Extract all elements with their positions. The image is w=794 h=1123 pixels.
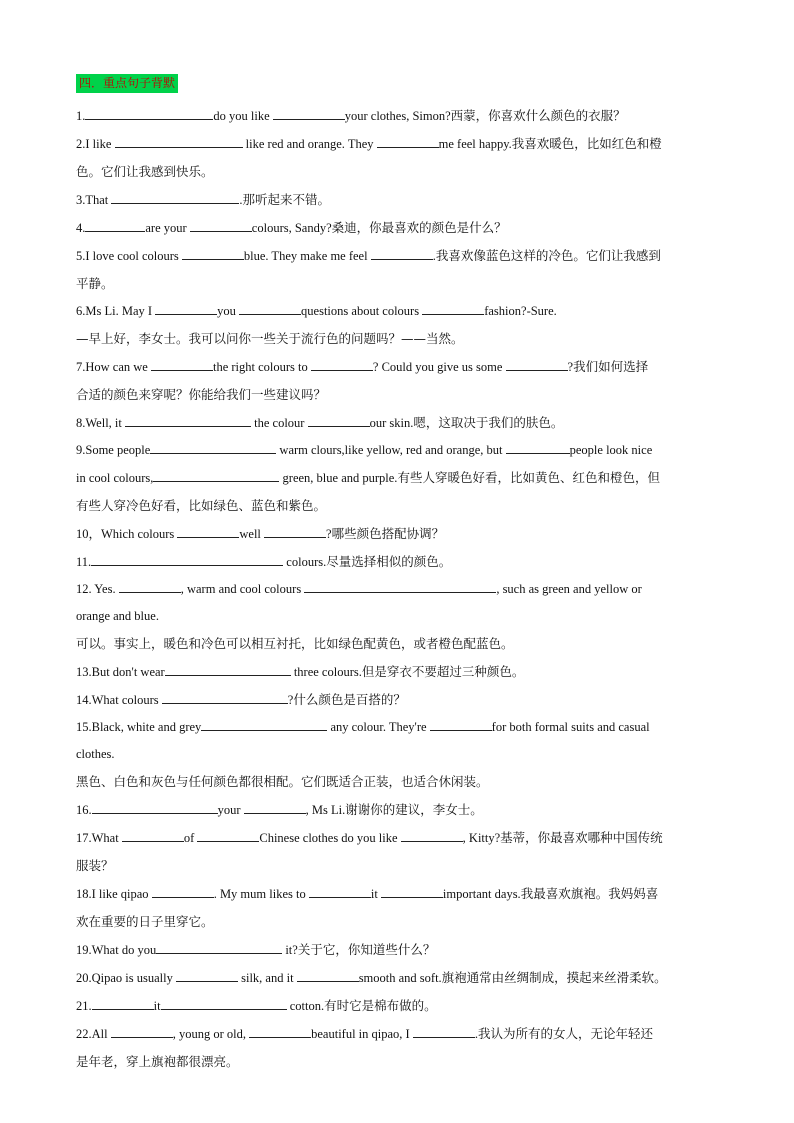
english-text: 2.I like bbox=[76, 137, 115, 151]
english-text: Chinese clothes do you like bbox=[259, 831, 401, 845]
fill-in-blank[interactable] bbox=[381, 886, 443, 898]
english-text: smooth and soft. bbox=[358, 971, 442, 985]
english-text: 19.What do you bbox=[76, 943, 157, 957]
english-text: 10，Which colours bbox=[76, 527, 178, 541]
sentence-line bbox=[76, 381, 726, 409]
sentence-line bbox=[76, 852, 726, 880]
english-text: any colour. They're bbox=[327, 720, 430, 734]
chinese-translation: 色。它们让我感到快乐。 bbox=[76, 164, 214, 179]
sentence-line bbox=[76, 298, 726, 325]
chinese-translation: 是年老，穿上旗袍都很漂亮。 bbox=[76, 1054, 239, 1069]
english-text: cotton. bbox=[286, 999, 325, 1013]
sentence-line bbox=[76, 102, 726, 130]
fill-in-blank[interactable] bbox=[506, 359, 568, 371]
english-text: are your bbox=[145, 221, 190, 235]
english-text: 5.I love cool colours bbox=[76, 249, 182, 263]
fill-in-blank[interactable] bbox=[304, 581, 496, 593]
english-text: . bbox=[239, 193, 243, 207]
english-text: people look nice bbox=[569, 443, 653, 457]
sentence-line bbox=[76, 1048, 726, 1076]
fill-in-blank[interactable] bbox=[430, 719, 492, 731]
worksheet bbox=[76, 74, 726, 1076]
sentence-line bbox=[76, 1020, 726, 1048]
fill-in-blank[interactable] bbox=[115, 136, 243, 148]
english-text: blue. They make me feel bbox=[243, 249, 371, 263]
sentence-line bbox=[76, 409, 726, 437]
english-text: , such as green and yellow or bbox=[496, 582, 642, 596]
english-text: ? bbox=[567, 360, 574, 374]
fill-in-blank[interactable] bbox=[165, 664, 291, 676]
fill-in-blank[interactable] bbox=[377, 136, 439, 148]
fill-in-blank[interactable] bbox=[311, 359, 373, 371]
english-text: 8.Well, it bbox=[76, 416, 125, 430]
english-text: 4. bbox=[76, 221, 86, 235]
english-text: 20.Qipao is usually bbox=[76, 971, 176, 985]
sentence-line bbox=[76, 824, 726, 852]
english-text: . bbox=[432, 249, 436, 263]
english-text: like red and orange. They bbox=[242, 137, 377, 151]
fill-in-blank[interactable] bbox=[297, 970, 359, 982]
english-text: 11. bbox=[76, 555, 92, 569]
sentence-line bbox=[76, 658, 726, 686]
fill-in-blank[interactable] bbox=[153, 470, 279, 482]
fill-in-blank[interactable] bbox=[308, 415, 370, 427]
chinese-translation: 可以。事实上，暖色和冷色可以相互衬托，比如绿色配黄色，或者橙色配蓝色。 bbox=[76, 636, 514, 651]
chinese-translation: 有些人穿冷色好看，比如绿色、蓝色和紫色。 bbox=[76, 498, 327, 513]
chinese-translation: 黑色、白色和灰色与任何颜色都很相配。它们既适合正装，也适合休闲装。 bbox=[76, 774, 489, 789]
sentence-line bbox=[76, 492, 726, 520]
fill-in-blank[interactable] bbox=[119, 581, 181, 593]
chinese-translation: 嗯，这取决于我们的肤色。 bbox=[413, 415, 564, 430]
fill-in-blank[interactable] bbox=[92, 802, 218, 814]
fill-in-blank[interactable] bbox=[176, 970, 238, 982]
chinese-translation: 合适的颜色来穿呢？你能给我们一些建议吗？ bbox=[76, 387, 327, 402]
chinese-translation: 有些人穿暖色好看，比如黄色、红色和橙色，但 bbox=[397, 470, 660, 485]
english-text: 18.I like qipao bbox=[76, 887, 152, 901]
english-text: the right colours to bbox=[212, 360, 311, 374]
sentence-line bbox=[76, 186, 726, 214]
sentence-line bbox=[76, 130, 726, 158]
english-text: in cool colours, bbox=[76, 471, 154, 485]
english-text: ? bbox=[326, 527, 332, 541]
english-text: ? bbox=[287, 693, 294, 707]
english-text: important days. bbox=[442, 887, 521, 901]
fill-in-blank[interactable] bbox=[401, 830, 463, 842]
chinese-translation: 关于它，你知道些什么？ bbox=[297, 942, 436, 957]
chinese-translation: 服装？ bbox=[76, 858, 114, 873]
english-text: , warm and cool colours bbox=[180, 582, 305, 596]
english-text: clothes. bbox=[76, 747, 115, 761]
english-text: 3.That bbox=[76, 193, 112, 207]
fill-in-blank[interactable] bbox=[182, 248, 244, 260]
fill-in-blank[interactable] bbox=[177, 526, 239, 538]
sentence-line bbox=[76, 768, 726, 796]
english-text: 7.How can we bbox=[76, 360, 151, 374]
chinese-translation: 我最喜欢旗袍。我妈妈喜 bbox=[520, 886, 659, 901]
english-text: your clothes, Simon? bbox=[344, 109, 451, 123]
fill-in-blank[interactable] bbox=[150, 442, 276, 454]
english-text: colours, Sandy? bbox=[251, 221, 332, 235]
english-text: 16. bbox=[76, 803, 92, 817]
english-text: it? bbox=[282, 943, 298, 957]
english-text: well bbox=[239, 527, 265, 541]
chinese-translation: 我们如何选择 bbox=[573, 359, 649, 374]
english-text: for both formal suits and casual bbox=[491, 720, 650, 734]
fill-in-blank[interactable] bbox=[506, 442, 570, 454]
english-text: three colours. bbox=[290, 665, 362, 679]
fill-in-blank[interactable] bbox=[151, 359, 213, 371]
sentence-line bbox=[76, 437, 726, 464]
english-text: you bbox=[217, 304, 240, 318]
chinese-translation: 哪些颜色搭配协调？ bbox=[331, 526, 445, 541]
fill-in-blank[interactable] bbox=[122, 830, 184, 842]
english-text: 21. bbox=[76, 999, 92, 1013]
sentence-line bbox=[76, 714, 726, 741]
english-text: green, blue and purple. bbox=[279, 471, 398, 485]
fill-in-blank[interactable] bbox=[413, 1026, 475, 1038]
fill-in-blank[interactable] bbox=[273, 108, 345, 120]
sentence-line bbox=[76, 576, 726, 603]
english-text: 22.All bbox=[76, 1027, 111, 1041]
chinese-translation: 我喜欢暖色，比如红色和橙 bbox=[511, 136, 662, 151]
fill-in-blank[interactable] bbox=[85, 108, 213, 120]
sentence-line bbox=[76, 964, 726, 992]
fill-in-blank[interactable] bbox=[239, 303, 301, 315]
english-text: 1. bbox=[76, 109, 86, 123]
fill-in-blank[interactable] bbox=[197, 830, 259, 842]
english-text: it bbox=[153, 999, 161, 1013]
sentence-line bbox=[76, 548, 726, 576]
chinese-translation: 我认为所有的女人，无论年轻还 bbox=[477, 1026, 653, 1041]
english-text: the colour bbox=[251, 416, 308, 430]
chinese-translation: 西蒙，你喜欢什么颜色的衣服？ bbox=[450, 108, 626, 123]
fill-in-blank[interactable] bbox=[371, 248, 433, 260]
english-text: 12. Yes. bbox=[76, 582, 119, 596]
sentence-line bbox=[76, 880, 726, 908]
chinese-translation: 我喜欢像蓝色这样的冷色。它们让我感到 bbox=[435, 248, 661, 263]
sentence-line bbox=[76, 741, 726, 768]
chinese-translation: 谢谢你的建议，李女士。 bbox=[345, 802, 483, 817]
fill-in-blank[interactable] bbox=[125, 415, 251, 427]
fill-in-blank[interactable] bbox=[309, 886, 371, 898]
chinese-translation: 那听起来不错。 bbox=[242, 192, 331, 207]
sentence-line bbox=[76, 992, 726, 1020]
chinese-translation: 尽量选择相似的颜色。 bbox=[326, 554, 452, 569]
fill-in-blank[interactable] bbox=[91, 554, 283, 566]
english-text: 17.What bbox=[76, 831, 122, 845]
sentence-line bbox=[76, 242, 726, 270]
english-text: beautiful in qipao, I bbox=[311, 1027, 413, 1041]
english-text: warm clours,like yellow, red and orange, but bbox=[276, 443, 506, 457]
sentence-line bbox=[76, 686, 726, 714]
chinese-translation: 桑迪，你最喜欢的颜色是什么？ bbox=[331, 220, 507, 235]
sentence-line bbox=[76, 158, 726, 186]
fill-in-blank[interactable] bbox=[249, 1026, 311, 1038]
sentence-line bbox=[76, 214, 726, 242]
english-text: your bbox=[217, 803, 244, 817]
chinese-translation: 但是穿衣不要超过三种颜色。 bbox=[361, 664, 525, 679]
english-text: ? Could you give us some bbox=[372, 360, 506, 374]
fill-in-blank[interactable] bbox=[161, 998, 287, 1010]
sentence-line bbox=[76, 325, 726, 353]
english-text: 9.Some people bbox=[76, 443, 151, 457]
sentence-line bbox=[76, 936, 726, 964]
english-text: do you like bbox=[213, 109, 273, 123]
fill-in-blank[interactable] bbox=[92, 998, 154, 1010]
chinese-translation: 有时它是棉布做的。 bbox=[324, 998, 437, 1013]
fill-in-blank[interactable] bbox=[422, 303, 484, 315]
fill-in-blank[interactable] bbox=[111, 1026, 173, 1038]
english-text: 6.Ms Li. May I bbox=[76, 304, 156, 318]
chinese-translation: —早上好，李女士。我可以问你一些关于流行色的问题吗？——当然。 bbox=[76, 331, 464, 346]
english-text: 14.What colours bbox=[76, 693, 162, 707]
english-text: fashion?-Sure. bbox=[484, 304, 557, 318]
sentence-line bbox=[76, 464, 726, 492]
chinese-translation: 什么颜色是百搭的？ bbox=[293, 692, 406, 707]
chinese-translation: 欢在重要的日子里穿它。 bbox=[76, 914, 214, 929]
english-text: me feel happy. bbox=[438, 137, 512, 151]
fill-in-blank[interactable] bbox=[85, 220, 145, 232]
english-text: . bbox=[474, 1027, 478, 1041]
english-text: questions about colours bbox=[301, 304, 423, 318]
fill-in-blank[interactable] bbox=[201, 719, 327, 731]
english-text: , Kitty? bbox=[462, 831, 501, 845]
sentence-line bbox=[76, 908, 726, 936]
english-text: , young or old, bbox=[172, 1027, 250, 1041]
sentence-line bbox=[76, 520, 726, 548]
english-text: 13.But don't wear bbox=[76, 665, 165, 679]
fill-in-blank[interactable] bbox=[162, 692, 288, 704]
sentence-line bbox=[76, 603, 726, 630]
sentence-list bbox=[76, 102, 726, 1076]
english-text: colours. bbox=[283, 555, 327, 569]
english-text: 15.Black, white and grey bbox=[76, 720, 202, 734]
sentence-line bbox=[76, 630, 726, 658]
english-text: . My mum likes to bbox=[213, 887, 309, 901]
section-heading: 四．重点句子背默 bbox=[76, 74, 178, 93]
english-text: of bbox=[183, 831, 198, 845]
fill-in-blank[interactable] bbox=[264, 526, 326, 538]
fill-in-blank[interactable] bbox=[152, 886, 214, 898]
english-text: our skin. bbox=[369, 416, 414, 430]
sentence-line bbox=[76, 353, 726, 381]
english-text: orange and blue. bbox=[76, 609, 159, 623]
fill-in-blank[interactable] bbox=[156, 942, 282, 954]
fill-in-blank[interactable] bbox=[190, 220, 252, 232]
sentence-line bbox=[76, 270, 726, 298]
english-text: , Ms Li. bbox=[305, 803, 346, 817]
sentence-line bbox=[76, 796, 726, 824]
english-text: silk, and it bbox=[238, 971, 297, 985]
fill-in-blank[interactable] bbox=[111, 192, 239, 204]
chinese-translation: 旗袍通常由丝绸制成，摸起来丝滑柔软。 bbox=[441, 970, 667, 985]
chinese-translation: 基蒂，你最喜欢哪种中国传统 bbox=[500, 830, 663, 845]
fill-in-blank[interactable] bbox=[244, 802, 306, 814]
fill-in-blank[interactable] bbox=[155, 303, 217, 315]
chinese-translation: 平静。 bbox=[76, 276, 114, 291]
english-text: it bbox=[370, 887, 381, 901]
